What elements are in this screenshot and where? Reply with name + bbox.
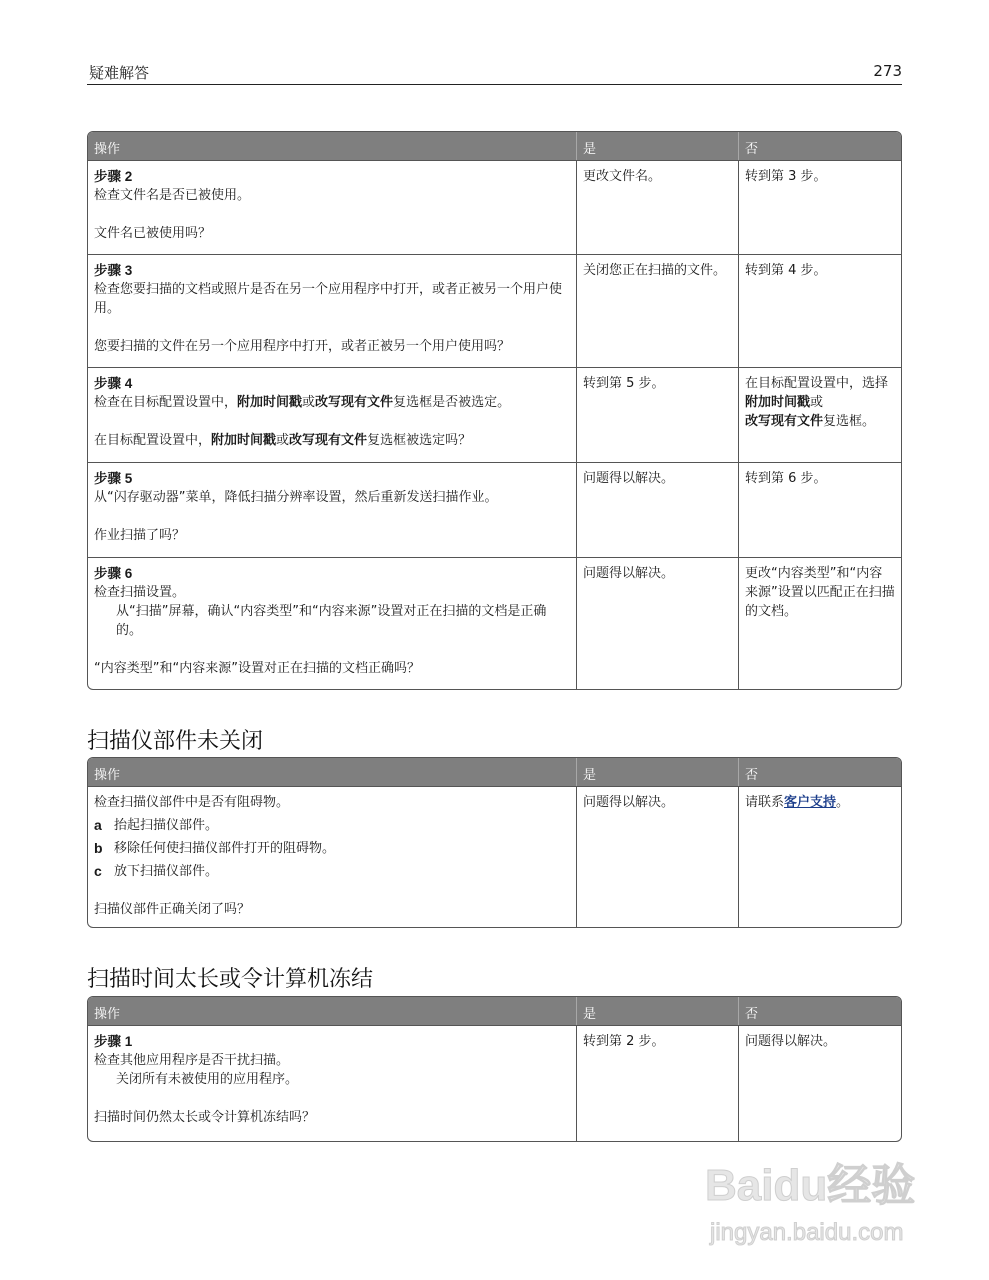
svg-text:Baidu经验: Baidu经验: [705, 1161, 916, 1210]
action-cell: [88, 255, 577, 367]
option-overwrite: 改写现有文件: [315, 395, 394, 410]
header-yes: 是: [577, 758, 739, 786]
table-header: [88, 132, 901, 160]
no-cell: 问题得以解决。: [745, 1034, 837, 1049]
yes-cell: 转到第 5 步。: [577, 368, 739, 462]
no-cell: 转到第 4 步。: [745, 263, 827, 278]
question-text: 作业扫描了吗？: [94, 528, 186, 543]
customer-support-link[interactable]: 客户支持: [784, 795, 837, 810]
troubleshoot-table-3: [87, 996, 902, 1142]
svg-text:jingyan.baidu.com: jingyan.baidu.com: [710, 1219, 904, 1246]
table-row: [88, 557, 901, 689]
section-heading: 扫描仪部件未关闭: [87, 729, 264, 754]
check-subtext: 关闭所有未被使用的应用程序。: [116, 1072, 299, 1087]
header-action: 操作: [88, 997, 577, 1025]
step-label: 步骤 3: [94, 263, 133, 278]
table-row: [88, 367, 901, 462]
header-yes: 是: [577, 997, 739, 1025]
header-yes: 是: [577, 132, 739, 160]
question-text: “内容类型”和“内容来源”设置对正在扫描的文档正确吗？: [94, 661, 420, 676]
check-text: 从“闪存驱动器”菜单，降低扫描分辨率设置，然后重新发送扫描作业。: [94, 490, 498, 505]
action-cell: [88, 558, 577, 689]
header-no: 否: [745, 1007, 759, 1022]
check-subtext: 从“扫描”屏幕，确认“内容类型”和“内容来源”设置对正在扫描的文档是正确的。: [116, 604, 547, 638]
list-item: c 放下扫描仪部件。: [94, 863, 219, 879]
page-number: 273: [873, 62, 902, 80]
step-label: 步骤 5: [94, 471, 133, 486]
table-row: [88, 462, 901, 557]
table-header: [88, 997, 901, 1025]
table-header: [88, 758, 901, 786]
check-text: 检查其他应用程序是否干扰扫描。: [94, 1053, 290, 1068]
troubleshoot-table-2: [87, 757, 902, 928]
header-action: 操作: [88, 132, 577, 160]
step-label: 步骤 1: [94, 1034, 133, 1049]
action-cell: [88, 368, 577, 462]
action-cell: [88, 161, 577, 254]
no-cell: 请联系客户支持。: [745, 795, 850, 810]
check-text: 检查在目标配置设置中，附加时间戳或改写现有文件复选框是否被选定。: [94, 395, 511, 410]
step-label: 步骤 6: [94, 566, 133, 581]
yes-cell: 转到第 2 步。: [577, 1026, 739, 1141]
step-label: 步骤 4: [94, 376, 133, 391]
check-text: 检查扫描仪部件中是否有阻碍物。: [94, 795, 290, 810]
step-label: 步骤 2: [94, 169, 133, 184]
action-cell: [88, 463, 577, 557]
troubleshoot-table-1: [87, 131, 902, 690]
yes-cell: 问题得以解决。: [577, 463, 739, 557]
check-text: 检查扫描设置。: [94, 585, 186, 600]
no-cell: 更改“内容类型”和“内容来源”设置以匹配正在扫描的文档。: [745, 566, 895, 619]
section-heading: 扫描时间太长或令计算机冻结: [87, 967, 374, 992]
no-cell: 转到第 3 步。: [745, 169, 827, 184]
yes-cell: 关闭您正在扫描的文件。: [577, 255, 739, 367]
header-no: 否: [745, 768, 759, 783]
page-header: [87, 62, 902, 85]
action-cell: [88, 1026, 577, 1141]
option-timestamp: 附加时间戳: [237, 395, 303, 410]
baidu-watermark: [700, 1140, 940, 1260]
list-item: b 移除任何使扫描仪部件打开的阻碍物。: [94, 840, 336, 856]
question-text: 您要扫描的文件在另一个应用程序中打开，或者正被另一个用户使用吗？: [94, 339, 511, 354]
check-text: 检查您要扫描的文档或照片是否在另一个应用程序中打开，或者正被另一个用户使用。: [94, 282, 563, 316]
table-row: [88, 1025, 901, 1141]
table-row: [88, 786, 901, 927]
question-text: 文件名已被使用吗？: [94, 226, 212, 241]
no-cell: 转到第 6 步。: [745, 471, 827, 486]
baidu-logo-icon: [700, 1140, 940, 1260]
header-no: 否: [745, 142, 759, 157]
question-text: 扫描仪部件正确关闭了吗？: [94, 902, 251, 917]
check-text: 检查文件名是否已被使用。: [94, 188, 251, 203]
header-action: 操作: [88, 758, 577, 786]
question-text: 在目标配置设置中，附加时间戳或改写现有文件复选框被选定吗？: [94, 433, 472, 448]
yes-cell: 问题得以解决。: [577, 787, 739, 927]
table-row: [88, 160, 901, 254]
yes-cell: 问题得以解决。: [577, 558, 739, 689]
table-row: [88, 254, 901, 367]
yes-cell: 更改文件名。: [577, 161, 739, 254]
action-cell: [88, 787, 577, 927]
question-text: 扫描时间仍然太长或令计算机冻结吗？: [94, 1110, 316, 1125]
no-cell: 在目标配置设置中，选择附加时间戳或 改写现有文件复选框。: [745, 376, 889, 429]
list-item: a 抬起扫描仪部件。: [94, 817, 219, 833]
section-title: 疑难解答: [89, 64, 150, 82]
